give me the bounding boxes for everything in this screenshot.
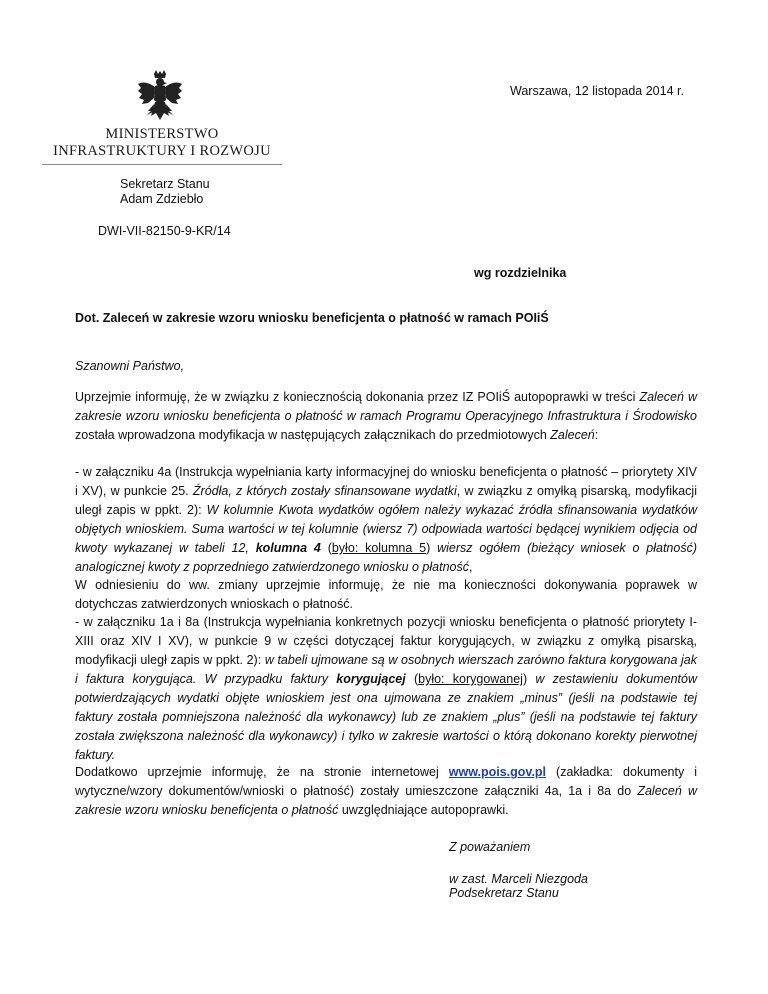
p2-italic-1: Źródła, z których zostały sfinansowane wydatki (192, 484, 457, 498)
sender-block (120, 177, 210, 207)
letter-date: Warszawa, 12 listopada 2014 r. (510, 84, 684, 98)
subject-line: Dot. Zaleceń w zakresie wzoru wniosku beneficjenta o płatność w ramach POIiŚ (75, 311, 549, 325)
p4-text-3: ) (522, 672, 536, 686)
p1-text-1: Uprzejmie informuję, że w związku z koniecznością dokonania przez IZ POIiŚ autopoprawki w treści (75, 390, 640, 404)
paragraph-5 (75, 763, 697, 820)
ministry-line-2: INFRASTRUKTURY I ROZWOJU (53, 143, 271, 159)
p2-text-3: ( (320, 541, 332, 555)
p1-italic-2: Zaleceń (550, 428, 595, 442)
p2-italic-2: W kolumnie Kwota wydatków ogółem należy wykazać źródła sfinansowania wydatków objętych wnioskiem. Suma wartości w tej kolumnie (wiersz 7) odpowiada wartości będącej wynikiem odjęcia od kwoty wykazanej w tabeli 12, (75, 503, 697, 555)
signature-block (449, 872, 588, 900)
p4-italic-1: w tabeli ujmowane są w osobnych wierszach zarówno faktura korygowana jak i faktura korygująca. W przypadku faktury (75, 653, 697, 686)
p5-text-1: Dodatkowo uprzejmie informuję, że na stronie internetowej (75, 765, 449, 779)
ministry-line-1: MINISTERSTWO (105, 126, 219, 142)
p1-italic-1: Zaleceń w zakresie wzoru wniosku beneficjenta o płatność w ramach Programu Operacyjnego Infrastruktura i Środowisko (75, 390, 697, 423)
p2-text-4: ) (426, 541, 438, 555)
greeting: Szanowni Państwo, (75, 359, 185, 373)
p4-underlined: było: korygowanej (418, 672, 523, 686)
paragraph-3: W odniesieniu do ww. zmiany uprzejmie informuję, że nie ma konieczności dokonywania poprawek w dotychczas zatwierdzonych wnioskach o płatność. (75, 578, 697, 611)
p5-text-2: (zakładka: dokumenty i wytyczne/wzory dokumentów/wnioski o płatność) zostały umieszczone załączniki 4a, 1a i 8a do (75, 765, 697, 798)
p2-text-2: , w związku z omyłką pisarską, modyfikacji uległ zapis w ppkt. 2): (75, 484, 697, 517)
p1-text-2: została wprowadzona modyfikacja w następujących załącznikach do przedmiotowych (75, 428, 551, 442)
sender-name: Adam Zdziebło (120, 192, 204, 206)
paragraph-4 (75, 613, 697, 765)
p2-italic-3: wiersz ogółem (bieżący wniosek o płatność) analogicznej kwoty z poprzedniego zatwierdzonego wniosku o płatność (75, 541, 697, 574)
p2-bold-italic: kolumna 4 (255, 541, 321, 555)
p4-text-1: - w załączniku 1a i 8a (Instrukcja wypełniania konkretnych pozycji wniosku beneficjenta o płatność priorytety I-XIII oraz XIV I XV), w punkcie 9 w części dotyczącej faktur korygujących, w związku z omyłką pisarską, modyfikacji uległ zapis w ppkt. 2): (75, 615, 697, 667)
reference-number: DWI-VII-82150-9-KR/14 (98, 224, 231, 238)
ministry-divider (42, 164, 282, 165)
pois-website-link[interactable]: www.pois.gov.pl (448, 765, 547, 779)
p2-underlined: było: kolumna 5 (331, 541, 427, 555)
p1-text-3: : (594, 428, 599, 442)
p2-text-1: - w załączniku 4a (Instrukcja wypełniania karty informacyjnej do wniosku beneficjenta o płatność – priorytety XIV i XV), w punkcie 25. (75, 465, 697, 498)
signature-line-1: w zast. Marceli Niezgoda (449, 872, 588, 886)
sender-role: Sekretarz Stanu (120, 177, 210, 191)
p5-italic-1: Zaleceń w zakresie wzoru wniosku beneficjenta o płatność (75, 784, 697, 817)
p2-text-5: , (469, 560, 473, 574)
ministry-name (42, 126, 282, 160)
p4-italic-2: w zestawieniu dokumentów potwierdzających wydatki objęte wnioskiem jest ona ujmowana ze znakiem „minus” (jeśli na podstawie tej faktury została pomniejszona należność dla wykonawcy) lub ze znakiem „plus” (jeśli na podstawie tej faktury została zwiększona należność dla wykonawcy) i tylko w zakresie wartości o którą dokonano korekty pierwotnej faktury. (75, 672, 697, 762)
p4-text-2: ( (405, 672, 419, 686)
closing-phrase: Z poważaniem (449, 840, 531, 854)
p5-text-3: uwzględniające autopoprawki. (338, 803, 509, 817)
signature-line-2: Podsekretarz Stanu (449, 886, 559, 900)
paragraph-2 (75, 463, 697, 577)
recipient: wg rozdzielnika (474, 266, 567, 280)
polish-eagle-icon (137, 70, 183, 126)
paragraph-1 (75, 388, 697, 445)
p4-bold-italic: korygującej (336, 672, 406, 686)
